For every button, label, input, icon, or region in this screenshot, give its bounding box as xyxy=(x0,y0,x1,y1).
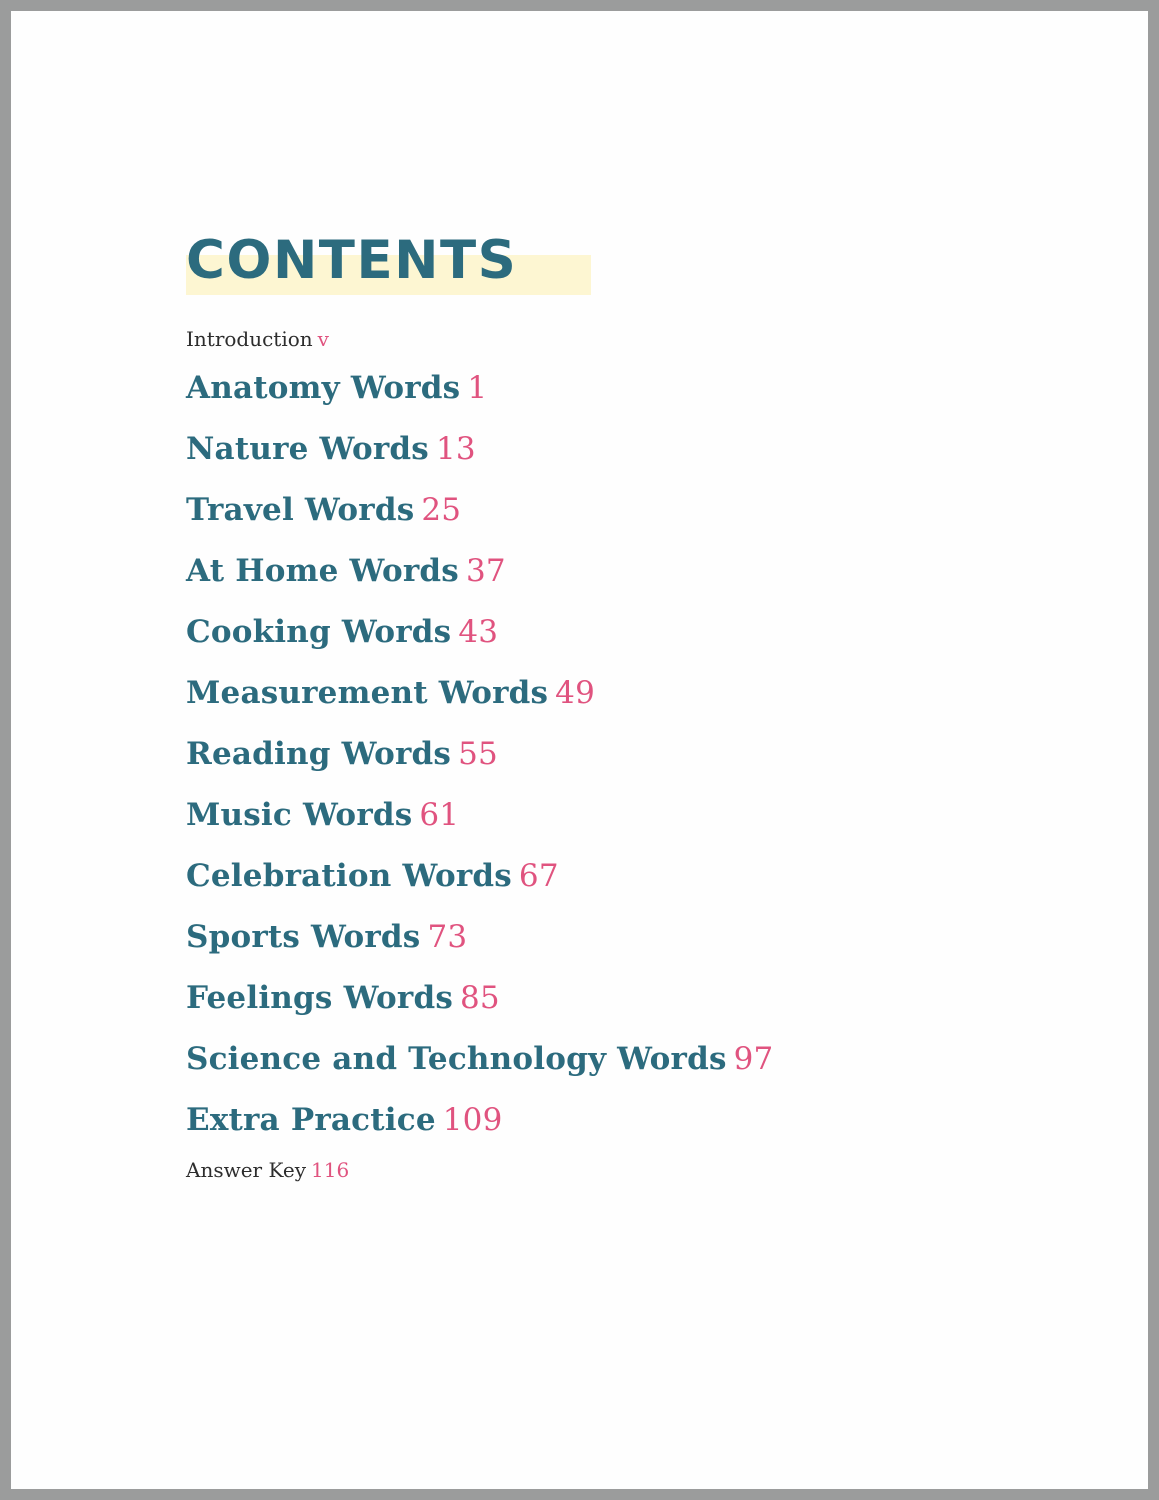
toc-entry-page: 85 xyxy=(460,980,500,1016)
toc-entry-page: 55 xyxy=(458,736,498,772)
toc-entry-label: Science and Technology Words xyxy=(186,1041,727,1077)
toc-entry-page: 109 xyxy=(442,1102,503,1138)
toc-entry-page: 37 xyxy=(465,553,506,589)
toc-entry-answer-key[interactable] xyxy=(186,1151,1036,1189)
toc-entry-feelings-words[interactable] xyxy=(186,968,1036,1029)
toc-entry-label: At Home Words xyxy=(186,553,459,589)
toc-entry-label: Celebration Words xyxy=(186,858,512,894)
toc-entry-label: Answer Key xyxy=(186,1158,306,1182)
page-sheet xyxy=(11,11,1148,1489)
toc-entry-reading-words[interactable] xyxy=(186,724,1036,785)
toc-entry-measurement-words[interactable] xyxy=(186,663,1036,724)
toc-entry-nature-words[interactable] xyxy=(186,419,1036,480)
contents-title-row xyxy=(186,226,1036,294)
toc-entry-label: Introduction xyxy=(186,327,313,351)
contents-section xyxy=(186,226,1036,1189)
toc-entry-anatomy-words[interactable] xyxy=(186,358,1036,419)
toc-entry-page: 97 xyxy=(733,1041,774,1077)
toc-entry-page: 116 xyxy=(311,1158,350,1182)
toc-entry-page: 67 xyxy=(518,858,559,894)
toc-entry-page: 13 xyxy=(435,431,476,467)
toc-entry-page: v xyxy=(317,327,329,351)
toc-entry-label: Nature Words xyxy=(186,431,429,467)
toc-entry-label: Measurement Words xyxy=(186,675,549,711)
toc-entry-page: 25 xyxy=(421,492,462,528)
toc-entry-label: Feelings Words xyxy=(186,980,453,1016)
toc-entry-label: Cooking Words xyxy=(186,614,452,650)
toc-entry-travel-words[interactable] xyxy=(186,480,1036,541)
toc-entry-page: 43 xyxy=(458,614,499,650)
toc-entry-label: Sports Words xyxy=(186,919,421,955)
toc-entry-sports-words[interactable] xyxy=(186,907,1036,968)
toc-entry-science-and-technology-words[interactable] xyxy=(186,1029,1036,1090)
toc-entry-label: Extra Practice xyxy=(186,1102,436,1138)
toc-entry-label: Music Words xyxy=(186,797,413,833)
toc-entry-label: Anatomy Words xyxy=(186,370,461,406)
toc-entry-cooking-words[interactable] xyxy=(186,602,1036,663)
toc-entry-label: Reading Words xyxy=(186,736,452,772)
toc-entry-at-home-words[interactable] xyxy=(186,541,1036,602)
table-of-contents-list xyxy=(186,320,1036,1189)
page-title: CONTENTS xyxy=(186,230,518,291)
toc-entry-page: 49 xyxy=(555,675,596,711)
toc-entry-introduction[interactable] xyxy=(186,320,1036,358)
toc-entry-extra-practice[interactable] xyxy=(186,1090,1036,1151)
toc-entry-page: 61 xyxy=(419,797,460,833)
toc-entry-music-words[interactable] xyxy=(186,785,1036,846)
toc-entry-celebration-words[interactable] xyxy=(186,846,1036,907)
toc-entry-page: 1 xyxy=(467,370,488,406)
toc-entry-label: Travel Words xyxy=(186,492,415,528)
toc-entry-page: 73 xyxy=(427,919,468,955)
